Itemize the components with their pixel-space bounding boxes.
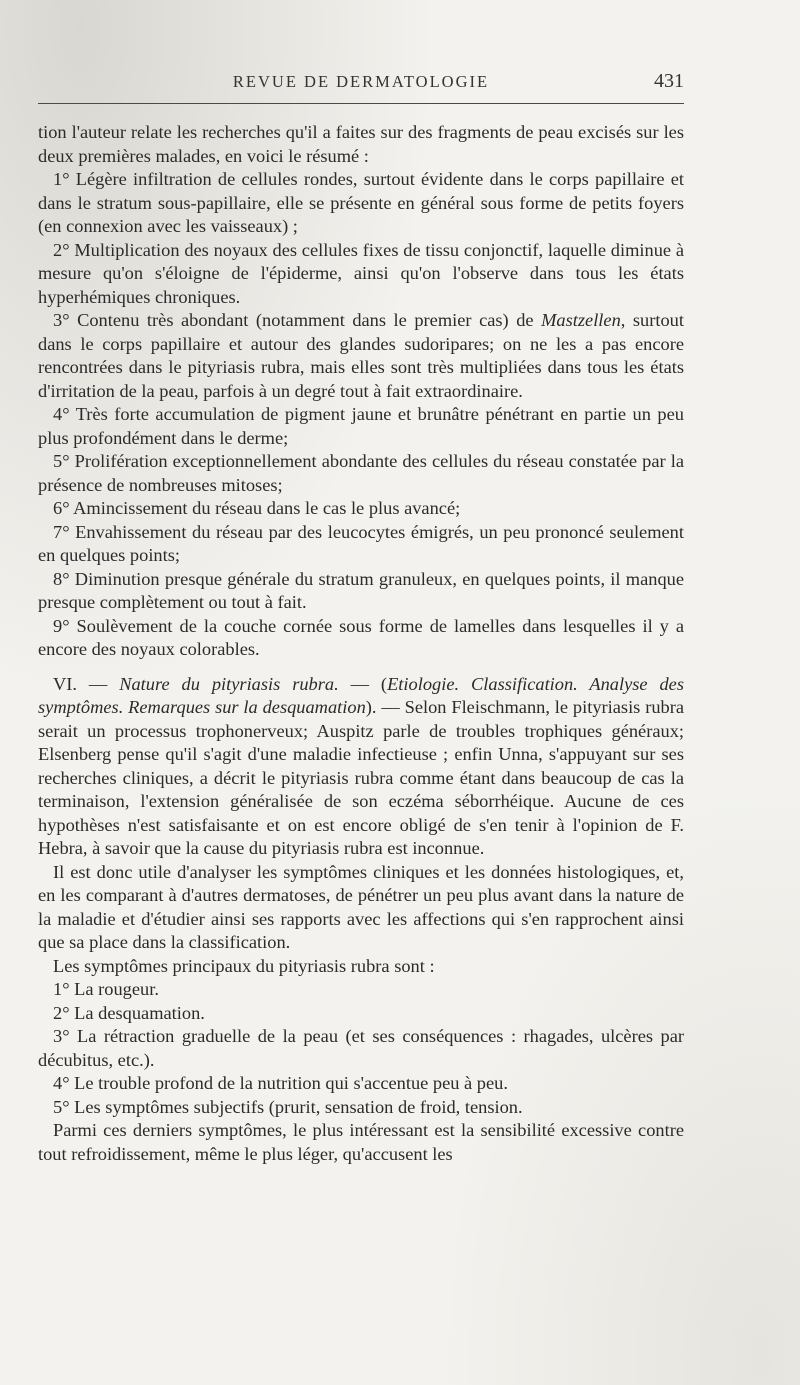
- section-vi-paragraph: [38, 673, 684, 861]
- list-item-3-text-b: , surtout dans le corps papillaire et autour des glandes sudoripares; on ne les a pas encore rencontrées dans le pityriasis rubra, mais elles sont très multipliées dans tous les états d'irritation de la peau, parfois à un degré tout à fait extraordinaire.: [38, 310, 684, 401]
- section-title: Nature du pityriasis rubra.: [119, 673, 339, 694]
- list-item-1: 1° Légère infiltration de cellules rondes, surtout évidente dans le corps papillaire et dans le stratum sous-papillaire, elle se présente en général sous forme de petits foyers (en connexion avec les vaisseaux) ;: [38, 169, 684, 236]
- section-subtitle: Etiologie. Classification. Analyse des symptômes. Remarques sur la desquamation: [38, 673, 684, 717]
- list-item-9: 9° Soulèvement de la couche cornée sous forme de lamelles dans lesquelles il y a encore des noyaux colorables.: [38, 615, 684, 659]
- paragraph-intro: tion l'auteur relate les recherches qu'il a faites sur des fragments de peau excisés sur les deux premières malades, en voici le résumé :: [38, 122, 684, 166]
- list-item-4: 4° Très forte accumulation de pigment jaune et brunâtre pénétrant en partie un peu plus profondément dans le derme;: [38, 404, 684, 448]
- list-item-2: 2° Multiplication des noyaux des cellules fixes de tissu conjonctif, laquelle diminue à mesure qu'on s'éloigne de l'épiderme, ainsi qu'on l'observe dans tous les états hyperhémiques chroniques.: [38, 239, 684, 307]
- list-item-3: [38, 309, 684, 403]
- list-item-5: 5° Prolifération exceptionnellement abondante des cellules du réseau constatée par la présence de nombreuses mitoses;: [38, 451, 684, 495]
- list-item-8: 8° Diminution presque générale du stratum granuleux, en quelques points, il manque presque complètement ou tout à fait.: [38, 568, 684, 612]
- symptom-4: 4° Le trouble profond de la nutrition qui s'accentue peu à peu.: [53, 1073, 508, 1093]
- running-title: REVUE DE DERMATOLOGIE: [232, 72, 490, 91]
- symptom-5: 5° Les symptômes subjectifs (prurit, sensation de froid, tension.: [53, 1096, 523, 1117]
- body-text: [38, 121, 684, 1166]
- list-item-6: 6° Amincissement du réseau dans le cas le plus avancé;: [53, 498, 461, 518]
- section-dash: — (: [338, 673, 388, 694]
- page-header: [38, 70, 684, 98]
- paragraph-last: Parmi ces derniers symptômes, le plus intéressant est la sensibilité excessive contre tout refroidissement, même le plus léger, qu'accusent les: [38, 1120, 684, 1164]
- symptom-3: 3° La rétraction graduelle de la peau (et ses conséquences : rhagades, ulcères par décubitus, etc.).: [38, 1026, 684, 1070]
- page-number: 431: [654, 70, 684, 92]
- section-text: ). — Selon Fleischmann, le pityriasis rubra serait un processus trophonerveux; Auspitz parle de troubles trophiques généraux; Elsenberg pense qu'il s'agit d'une maladie infectieuse ; enfin Unna, s'appuyant sur ses recherches cliniques, a décrit le pityriasis rubra comme étant dans beaucoup de cas la terminaison, l'extension généralisée de son eczéma séborrhéique. Aucune de ces hypothèses n'est satisfaisante et on est encore obligé de s'en tenir à l'opinion de F. Hebra, à savoir que la cause du pityriasis rubra est inconnue.: [38, 697, 684, 858]
- header-rule: [38, 103, 684, 104]
- list-item-7: 7° Envahissement du réseau par des leucocytes émigrés, un peu prononcé seulement en quelques points;: [38, 521, 684, 565]
- list-item-3-text-a: 3° Contenu très abondant (notamment dans le premier cas) de: [53, 310, 542, 330]
- section-number: VI. —: [53, 673, 120, 694]
- symptom-1: 1° La rougeur.: [53, 979, 159, 999]
- symptom-2: 2° La desquamation.: [53, 1002, 205, 1023]
- mastzellen-term: Mastzellen: [541, 310, 621, 330]
- paragraph-analyse: Il est donc utile d'analyser les symptômes cliniques et les données histologiques, et, en les comparant à d'autres dermatoses, de pénétrer un peu plus avant dans la nature de la maladie et d'étudier ainsi ses rapports avec les affections qui s'en rapprochent ainsi que sa place dans la classification.: [38, 861, 684, 952]
- paragraph-symptomes: Les symptômes principaux du pityriasis rubra sont :: [53, 955, 435, 976]
